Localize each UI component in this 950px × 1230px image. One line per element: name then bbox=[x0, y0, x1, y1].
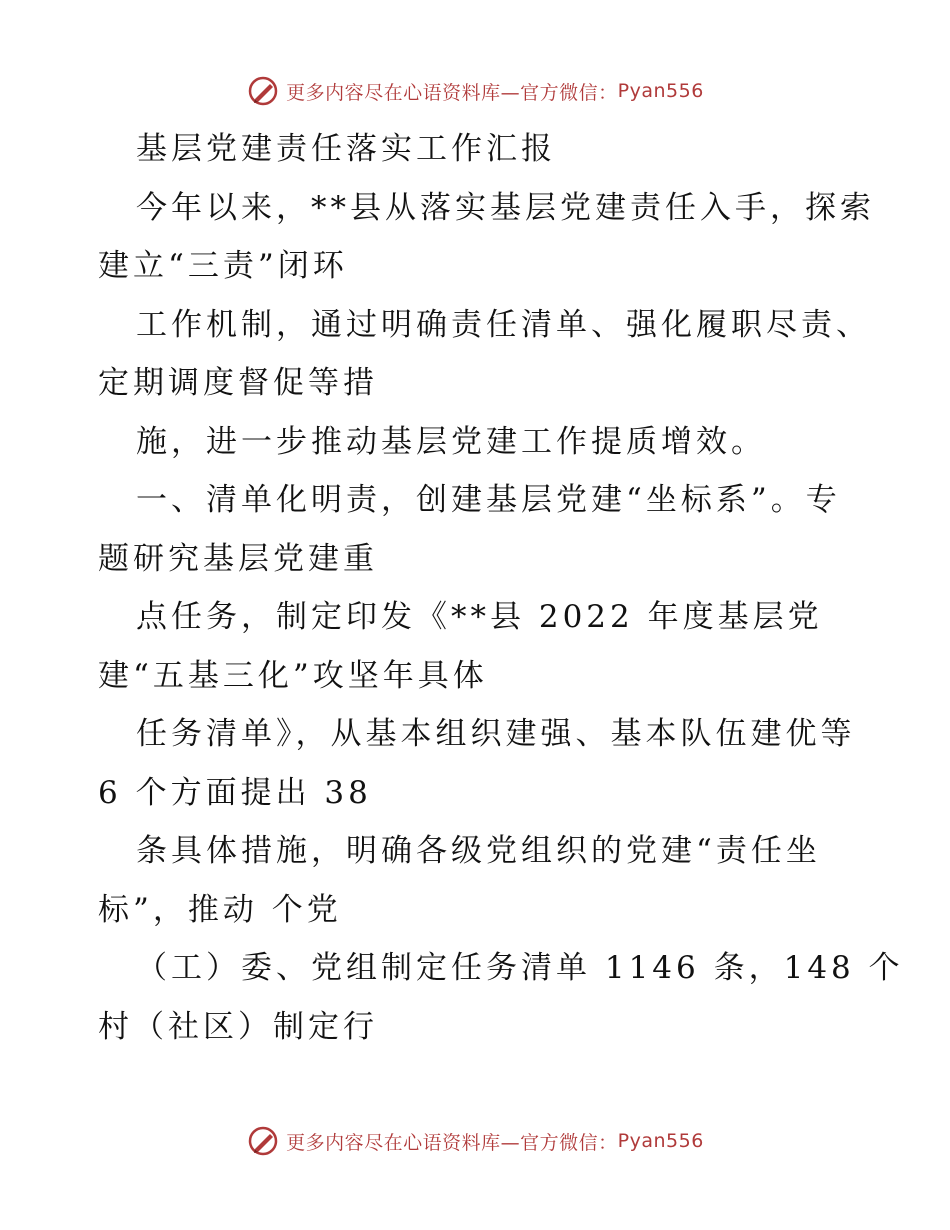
pen-logo-icon bbox=[246, 1124, 280, 1158]
pen-logo-icon bbox=[246, 74, 280, 108]
text-line: 定期调度督促等措 bbox=[98, 365, 378, 401]
text-line: 工作机制，通过明确责任清单、强化履职尽责、 bbox=[136, 306, 871, 343]
watermark-account: Pyan556 bbox=[617, 1130, 704, 1152]
watermark-text: 更多内容尽在心语资料库—官方微信： bbox=[286, 1131, 618, 1154]
text-line: 建“五基三化”攻坚年具体 bbox=[98, 657, 488, 694]
text-line: 今年以来，**县从落实基层党建责任入手，探索 bbox=[136, 189, 875, 226]
text-line: 标”，推动 个党 bbox=[98, 891, 342, 928]
text-line: 点任务，制定印发《**县 2022 年度基层党 bbox=[136, 599, 823, 635]
footer-watermark bbox=[0, 1124, 950, 1158]
text-line: 条具体措施，明确各级党组织的党建“责任坐 bbox=[136, 833, 821, 869]
document-body bbox=[98, 120, 904, 1056]
text-line: 村（社区）制定行 bbox=[98, 1008, 378, 1045]
text-line: 一、清单化明责，创建基层党建“坐标系”。专 bbox=[136, 482, 841, 518]
text-line: 题研究基层党建重 bbox=[98, 540, 378, 577]
text-line: 任务清单》，从基本组织建强、基本队伍建优等 bbox=[136, 716, 856, 752]
text-line: 6 个方面提出 38 bbox=[98, 774, 372, 811]
text-line: 基层党建责任落实工作汇报 bbox=[136, 131, 556, 167]
watermark-text: 更多内容尽在心语资料库—官方微信： bbox=[286, 81, 618, 104]
text-line: （工）委、党组制定任务清单 1146 条，148 个 bbox=[136, 950, 904, 986]
header-watermark bbox=[0, 74, 950, 108]
watermark-account: Pyan556 bbox=[617, 80, 704, 102]
text-line: 建立“三责”闭环 bbox=[98, 248, 348, 284]
text-line: 施，进一步推动基层党建工作提质增效。 bbox=[136, 423, 766, 460]
